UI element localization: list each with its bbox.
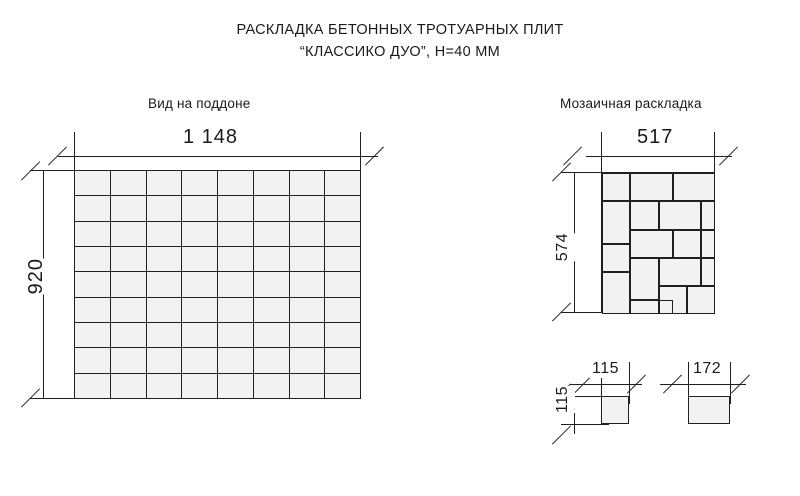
mosaic-width-tick-left <box>563 146 582 165</box>
paving-slab <box>147 247 182 271</box>
paving-slab <box>182 171 217 195</box>
paving-slab <box>75 298 110 322</box>
paving-slab <box>325 171 360 195</box>
mosaic-tile <box>630 230 672 258</box>
mosaic-tile <box>687 286 715 314</box>
paving-slab <box>182 196 217 220</box>
pallet-view-caption: Вид на поддоне <box>148 96 251 111</box>
paving-slab <box>218 196 253 220</box>
paving-slab <box>325 247 360 271</box>
paving-slab <box>325 196 360 220</box>
mosaic-tile <box>602 173 630 201</box>
paving-slab <box>325 323 360 347</box>
paving-slab <box>290 272 325 296</box>
pallet-width-dimension-line <box>58 156 378 157</box>
paving-slab <box>75 247 110 271</box>
mosaic-tile <box>630 173 672 201</box>
paving-slab <box>290 196 325 220</box>
paving-slab <box>182 247 217 271</box>
mosaic-width-label: 517 <box>634 126 676 149</box>
paving-slab <box>75 348 110 372</box>
paving-slab <box>218 323 253 347</box>
paving-slab <box>111 348 146 372</box>
paving-slab <box>147 272 182 296</box>
paving-slab <box>290 323 325 347</box>
paving-slab <box>75 196 110 220</box>
tile-sample-small <box>601 396 629 424</box>
drawing-title-line-2: “КЛАССИКО ДУО”, H=40 ММ <box>299 44 501 60</box>
paving-slab <box>254 374 289 398</box>
mosaic-tile <box>659 258 701 286</box>
paving-slab <box>182 298 217 322</box>
paving-slab <box>254 348 289 372</box>
paving-slab <box>290 247 325 271</box>
paving-slab <box>75 272 110 296</box>
paving-slab <box>325 348 360 372</box>
paving-slab <box>325 222 360 246</box>
mosaic-tile <box>701 201 715 229</box>
paving-slab <box>254 196 289 220</box>
paving-slab <box>147 171 182 195</box>
paving-slab <box>147 323 182 347</box>
paving-slab <box>147 348 182 372</box>
paving-slab <box>182 348 217 372</box>
paving-slab <box>111 272 146 296</box>
mosaic-tile <box>630 300 658 314</box>
paving-slab <box>182 272 217 296</box>
mosaic-tile <box>630 258 658 300</box>
paving-slab <box>254 222 289 246</box>
pallet-width-label: 1 148 <box>180 126 241 149</box>
tile-sample-large <box>688 396 730 424</box>
small-tile-height-tick-bottom <box>552 425 571 444</box>
paving-slab <box>325 272 360 296</box>
paving-slab <box>75 374 110 398</box>
pallet-height-tick-top <box>21 161 40 180</box>
paving-slab <box>218 348 253 372</box>
paving-slab <box>111 171 146 195</box>
paving-slab <box>254 247 289 271</box>
small-tile-width-label: 115 <box>589 360 622 378</box>
paving-slab <box>325 374 360 398</box>
paving-slab <box>218 298 253 322</box>
paving-slab <box>182 323 217 347</box>
mosaic-view-caption: Мозаичная раскладка <box>560 96 702 111</box>
paving-slab <box>325 298 360 322</box>
paving-slab <box>111 247 146 271</box>
pallet-paving-grid <box>74 170 361 399</box>
mosaic-tile <box>701 230 715 258</box>
mosaic-tile <box>602 272 630 314</box>
paving-slab <box>218 374 253 398</box>
paving-slab <box>290 171 325 195</box>
paving-slab <box>254 272 289 296</box>
paving-slab <box>147 298 182 322</box>
paving-slab <box>218 247 253 271</box>
pallet-height-label: 920 <box>22 258 51 294</box>
paving-slab <box>254 323 289 347</box>
small-tile-extension-line-right <box>629 362 630 404</box>
paving-slab <box>290 222 325 246</box>
small-tile-extension-line-bottom <box>561 424 609 425</box>
paving-slab <box>111 374 146 398</box>
mosaic-tile <box>602 201 630 243</box>
mosaic-width-dimension-line <box>586 156 732 157</box>
mosaic-extension-line-right <box>714 132 715 178</box>
paving-slab <box>182 374 217 398</box>
paving-slab <box>290 348 325 372</box>
paving-slab <box>111 222 146 246</box>
paving-slab <box>111 323 146 347</box>
mosaic-tile <box>701 258 715 286</box>
paving-slab <box>147 374 182 398</box>
mosaic-layout-block <box>601 172 714 312</box>
paving-slab <box>182 222 217 246</box>
small-tile-height-label: 115 <box>551 386 575 413</box>
mosaic-tile <box>659 201 701 229</box>
paving-slab <box>254 171 289 195</box>
paving-slab <box>254 298 289 322</box>
paving-slab <box>75 323 110 347</box>
paving-slab <box>218 222 253 246</box>
paving-slab <box>111 196 146 220</box>
large-tile-width-label: 172 <box>690 360 724 378</box>
paving-slab <box>218 272 253 296</box>
mosaic-tile <box>602 244 630 272</box>
paving-slab <box>147 222 182 246</box>
large-tile-extension-line-right <box>730 362 731 404</box>
mosaic-tile <box>659 300 673 314</box>
paving-slab <box>75 222 110 246</box>
mosaic-tile <box>673 230 701 258</box>
mosaic-tile <box>630 201 658 229</box>
mosaic-tile <box>673 173 715 201</box>
paving-slab <box>290 298 325 322</box>
paving-slab <box>75 171 110 195</box>
paving-slab <box>147 196 182 220</box>
paving-slab <box>290 374 325 398</box>
paving-slab <box>111 298 146 322</box>
drawing-title-line-1: РАСКЛАДКА БЕТОННЫХ ТРОТУАРНЫХ ПЛИТ <box>236 22 564 38</box>
mosaic-height-label: 574 <box>551 233 575 261</box>
paving-slab <box>218 171 253 195</box>
